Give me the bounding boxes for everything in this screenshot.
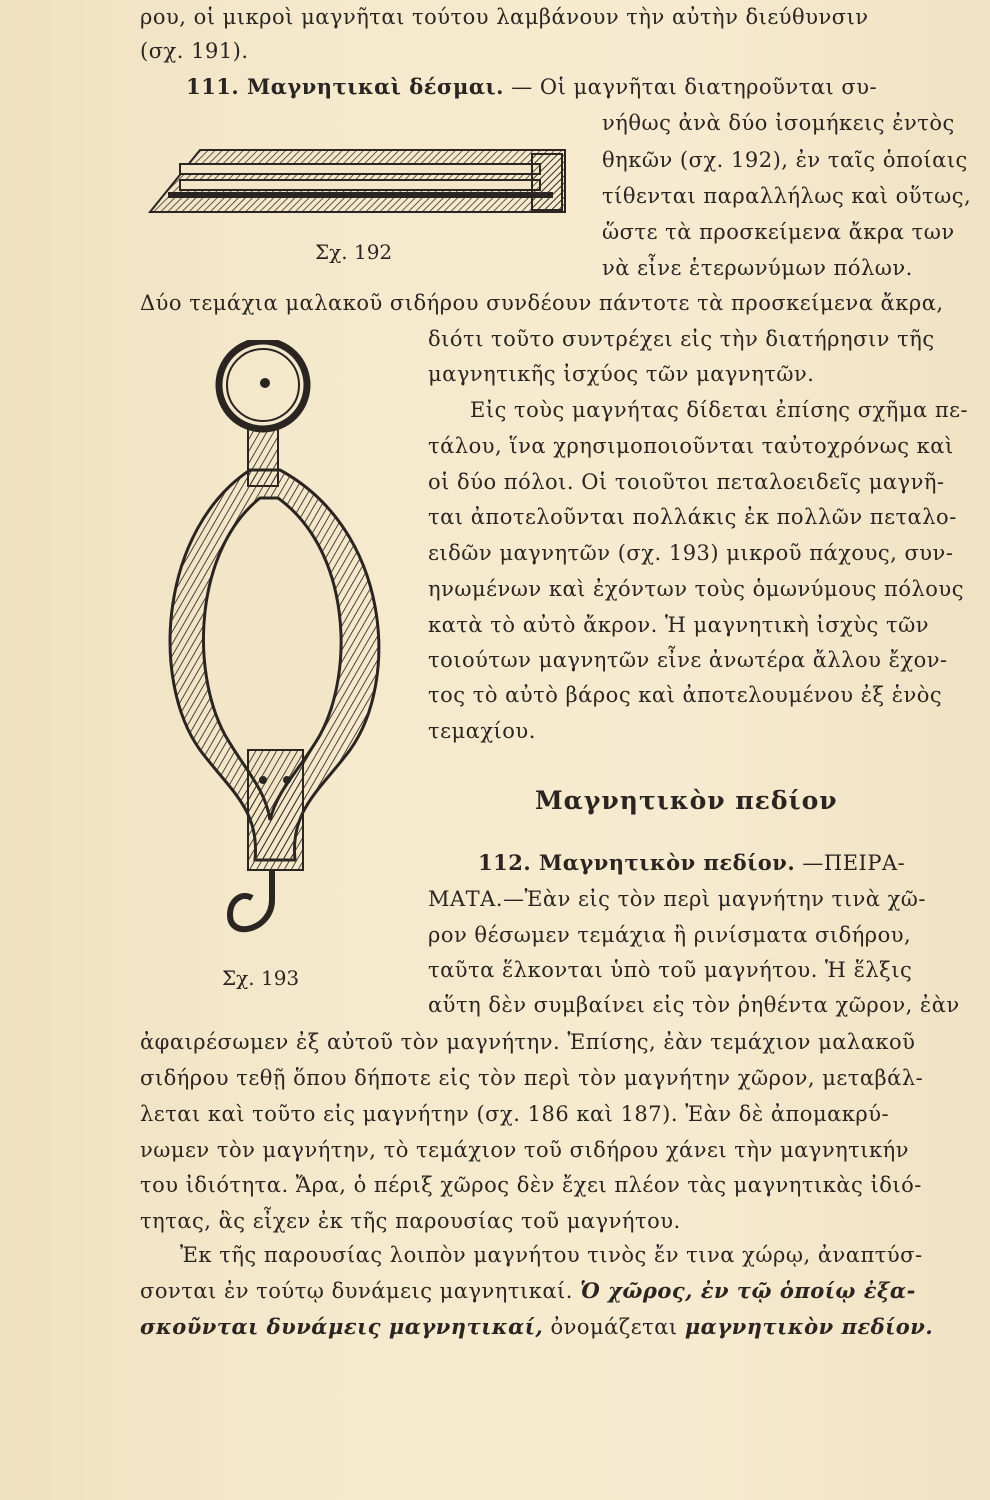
- text-line: ταῦτα ἕλκονται ὑπὸ τοῦ μαγνήτου. Ἡ ἕλξις: [428, 958, 913, 982]
- text-span: σονται ἐν τούτῳ δυνάμεις μαγνητικαί.: [140, 1279, 573, 1303]
- text-line: κατὰ τὸ αὐτὸ ἄκρον. Ἡ μαγνητικὴ ἰσχὺς τῶν: [428, 613, 929, 637]
- figure-193-caption: Σχ. 193: [222, 966, 300, 990]
- text-line: ΜΑΤΑ.—Ἐὰν εἰς τὸν περὶ μαγνήτην τινὰ χῶ-: [428, 887, 927, 911]
- text-line: τίθενται παραλλήλως καὶ οὕτως,: [602, 184, 972, 208]
- definition-italic: Ὁ χῶρος, ἐν τῷ ὁποίῳ ἐξα-: [580, 1278, 916, 1303]
- text-line: τος τὸ αὐτὸ βάρος καὶ ἀποτελουμένου ἐξ ἑνὸς: [428, 683, 943, 707]
- section-111-line: [186, 72, 877, 102]
- text-line: του ἰδιότητα. Ἄρα, ὁ πέριξ χῶρος δὲν ἔχει πλέον τὰς μαγνητικὰς ἰδιό-: [140, 1173, 922, 1197]
- text-line: νωμεν τὸν μαγνήτην, τὸ τεμάχιον τοῦ σιδήρου χάνει τὴν μαγνητικήν: [140, 1138, 909, 1162]
- text-line: ρον θέσωμεν τεμάχια ἢ ρινίσματα σιδήρου,: [428, 923, 912, 947]
- text-line: οἱ δύο πόλοι. Οἱ τοιοῦτοι πεταλοειδεῖς μαγνῆ-: [428, 470, 945, 494]
- text-span: ὀνομάζεται: [550, 1315, 678, 1339]
- text-line: τεμαχίου.: [428, 719, 536, 743]
- text-line: τοιούτων μαγνητῶν εἶνε ἀνωτέρα ἄλλου ἔχον-: [428, 648, 948, 672]
- figure-192-magnet-bundle: [140, 140, 570, 230]
- text-line: τάλου, ἵνα χρησιμοποιοῦνται ταὐτοχρόνως καὶ: [428, 434, 954, 458]
- text-line: Εἰς τοὺς μαγνήτας δίδεται ἐπίσης σχῆμα πε-: [470, 398, 969, 422]
- final-line-1: [140, 1276, 916, 1306]
- text-line: ται ἀποτελοῦνται πολλάκις ἐκ πολλῶν πεταλο-: [428, 505, 957, 529]
- section-111-intro: — Οἱ μαγνῆται διατηροῦνται συ-: [511, 75, 878, 99]
- text-line: διότι τοῦτο συντρέχει εἰς τὴν διατήρησιν τῆς: [428, 327, 935, 351]
- text-line: νήθως ἀνὰ δύο ἰσομήκεις ἐντὸς: [602, 111, 955, 135]
- defined-term: μαγνητικὸν πεδίον.: [684, 1314, 934, 1339]
- text-line: (σχ. 191).: [140, 39, 249, 63]
- text-line: ρου, οἱ μικροὶ μαγνῆται τούτου λαμβάνουν τὴν αὐτὴν διεύθυνσιν: [140, 5, 869, 29]
- text-line: λεται καὶ τοῦτο εἰς μαγνήτην (σχ. 186 καὶ 187). Ἐὰν δὲ ἀπομακρύ-: [140, 1102, 890, 1126]
- text-line: Δύο τεμάχια μαλακοῦ σιδήρου συνδέουν πάντοτε τὰ προσκείμενα ἄκρα,: [140, 291, 944, 315]
- final-line-2: [140, 1312, 933, 1342]
- text-line: ηνωμένων καὶ ἐχόντων τοὺς ὁμωνύμους πόλους: [428, 577, 964, 601]
- text-line: ἀφαιρέσωμεν ἐξ αὐτοῦ τὸν μαγνήτην. Ἐπίσης, ἐὰν τεμάχιον μαλακοῦ: [140, 1030, 916, 1054]
- figure-192-caption: Σχ. 192: [315, 240, 393, 264]
- text-line: νὰ εἶνε ἑτερωνύμων πόλων.: [602, 256, 913, 280]
- section-112-heading: 112. Μαγνητικὸν πεδίον.: [478, 850, 796, 875]
- text-line: τητας, ἃς εἶχεν ἐκ τῆς παρουσίας τοῦ μαγνήτου.: [140, 1209, 681, 1233]
- text-line: Ἐκ τῆς παρουσίας λοιπὸν μαγνήτου τινὸς ἔν τινα χώρῳ, ἀναπτύσ-: [180, 1243, 923, 1267]
- section-title: Μαγνητικὸν πεδίον: [535, 786, 838, 815]
- text-line: θηκῶν (σχ. 192), ἐν ταῖς ὁποίαις: [602, 148, 968, 172]
- section-111-heading: 111. Μαγνητικαὶ δέσμαι.: [186, 74, 504, 99]
- definition-italic: σκοῦνται δυνάμεις μαγνητικαί,: [140, 1314, 544, 1339]
- section-112-intro: —ΠΕΙΡΑ-: [802, 851, 906, 875]
- text-line: ειδῶν μαγνητῶν (σχ. 193) μικροῦ πάχους, συν-: [428, 541, 954, 565]
- figure-193-horseshoe-magnet: [160, 340, 390, 950]
- text-line: αὕτη δὲν συμβαίνει εἰς τὸν ῥηθέντα χῶρον, ἐὰν: [428, 993, 960, 1017]
- text-line: μαγνητικῆς ἰσχύος τῶν μαγνητῶν.: [428, 362, 815, 386]
- text-line: σιδήρου τεθῇ ὅπου δήποτε εἰς τὸν περὶ τὸν μαγνήτην χῶρον, μεταβάλ-: [140, 1066, 924, 1090]
- section-112-line: [478, 848, 905, 878]
- text-line: ὥστε τὰ προσκείμενα ἄκρα των: [602, 220, 955, 244]
